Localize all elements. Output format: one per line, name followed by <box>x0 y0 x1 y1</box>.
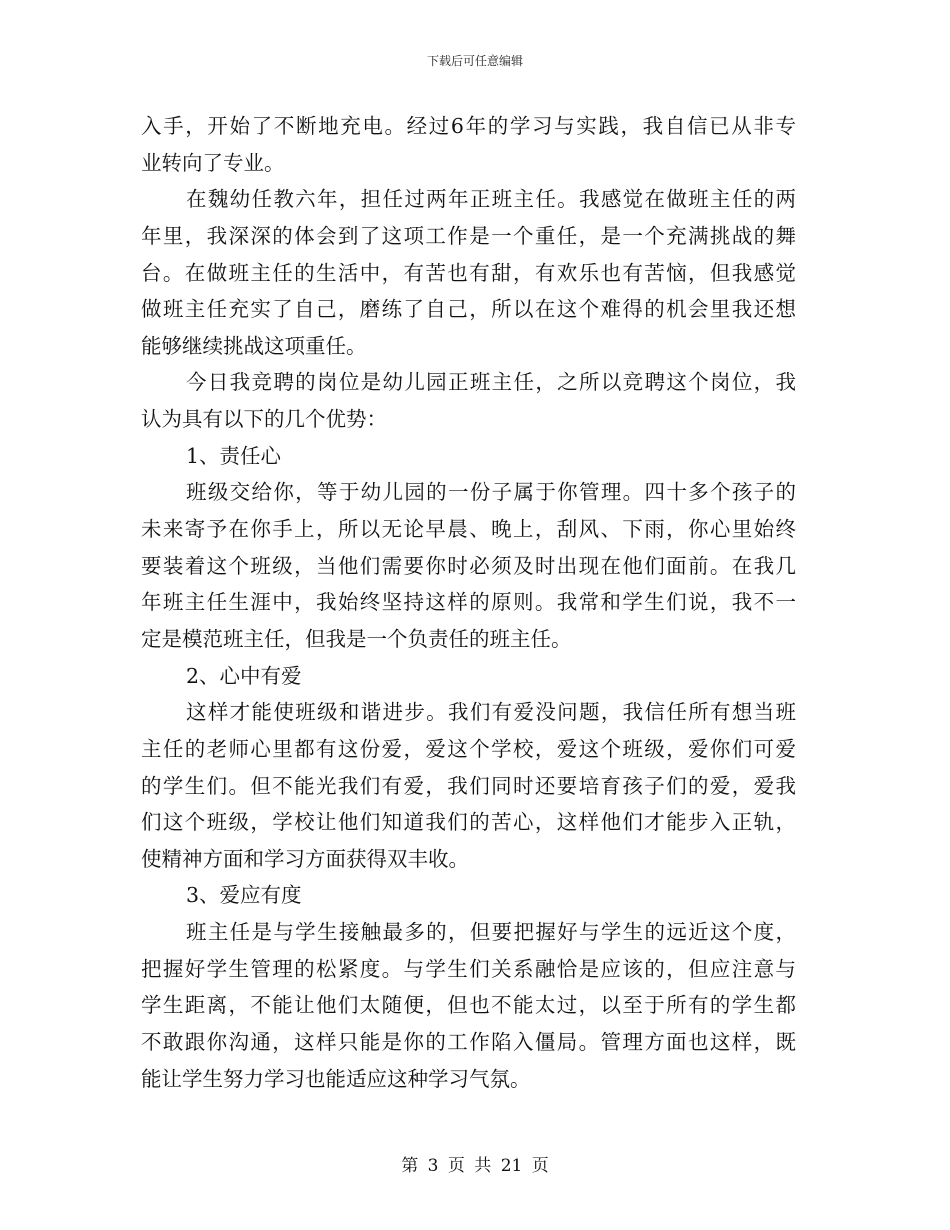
text-line: 这样才能使班级和谐进步。我们有爱没问题，我信任所有想当班 <box>186 700 796 725</box>
text-line: 班级交给你，等于幼儿园的一份子属于你管理。四十多个孩子的 <box>186 480 796 505</box>
text-line: 在魏幼任教六年，担任过两年正班主任。我感觉在做班主任的两 <box>186 187 796 212</box>
page-header: 下载后可任意编辑 <box>426 54 523 68</box>
text-line: 未来寄予在你手上，所以无论早晨、晚上，刮风、下雨，你心里始终 <box>141 517 796 542</box>
text-line: 做班主任充实了自己，磨练了自己，所以在这个难得的机会里我还想 <box>141 297 796 322</box>
text-line: 年班主任生涯中，我始终坚持这样的原则。我常和学生们说，我不一 <box>141 590 796 615</box>
section-heading: 1、责任心 <box>186 443 282 468</box>
text-line: 们这个班级，学校让他们知道我们的苦心，这样他们才能步入正轨， <box>141 810 796 835</box>
text-line: 要装着这个班级，当他们需要你时必须及时出现在他们面前。在我几 <box>141 553 796 578</box>
text-line: 年里，我深深的体会到了这项工作是一个重任，是一个充满挑战的舞 <box>141 223 796 248</box>
text-line: 今日我竞聘的岗位是幼儿园正班主任，之所以竞聘这个岗位，我 <box>186 370 796 395</box>
text-line: 班主任是与学生接触最多的，但要把握好与学生的远近这个度， <box>186 920 796 945</box>
text-line: 认为具有以下的几个优势： <box>141 407 387 432</box>
page-footer: 第 3 页 共 21 页 <box>401 1156 549 1176</box>
text-line: 主任的老师心里都有这份爱，爱这个学校，爱这个班级，爱你们可爱 <box>141 736 796 761</box>
text-line: 不敢跟你沟通，这样只能是你的工作陷入僵局。管理方面也这样，既 <box>141 1030 796 1055</box>
text-line: 能够继续挑战这项重任。 <box>141 333 367 358</box>
text-line: 使精神方面和学习方面获得双丰收。 <box>141 846 469 871</box>
text-line: 学生距离，不能让他们太随便，但也不能太过，以至于所有的学生都 <box>141 993 796 1018</box>
text-line: 定是模范班主任，但我是一个负责任的班主任。 <box>141 626 572 651</box>
text-line: 能让学生努力学习也能适应这种学习气氛。 <box>141 1066 531 1091</box>
section-heading: 2、心中有爱 <box>186 663 302 688</box>
text-line: 业转向了专业。 <box>141 150 285 175</box>
text-line: 把握好学生管理的松紧度。与学生们关系融恰是应该的，但应注意与 <box>141 956 796 981</box>
text-line: 台。在做班主任的生活中，有苦也有甜，有欢乐也有苦恼，但我感觉 <box>141 260 796 285</box>
text-line: 入手，开始了不断地充电。经过6年的学习与实践，我自信已从非专 <box>141 114 796 138</box>
document-body <box>141 108 796 1097</box>
section-heading: 3、爱应有度 <box>186 883 302 908</box>
text-line: 的学生们。但不能光我们有爱，我们同时还要培育孩子们的爱，爱我 <box>141 773 796 798</box>
